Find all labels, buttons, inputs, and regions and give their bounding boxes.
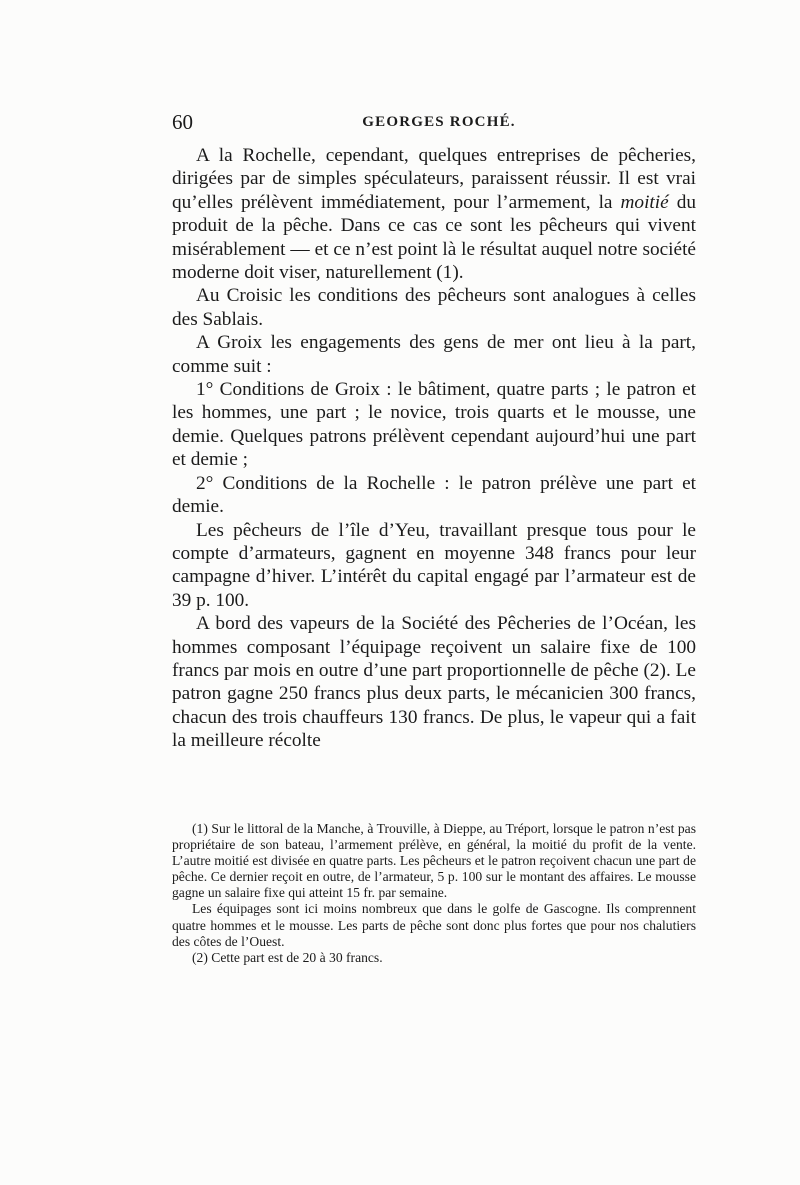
paragraph: A bord des vapeurs de la Société des Pêcheries de l’Océan, les hommes composant l’équipage reçoivent un salaire fixe de 100 francs par mois en outre d’une part proportionnelle de pêche (2). Le patron gagne 250 francs plus deux parts, le mécanicien 300 francs, chacun des trois chauffeurs 130 francs. De plus, le vapeur qui a fait la meilleure récolte <box>172 613 696 752</box>
paragraph: 2° Conditions de la Rochelle : le patron prélève une part et demie. <box>172 472 696 518</box>
footnote: (2) Cette part est de 20 à 30 francs. <box>192 949 383 965</box>
running-head: GEORGES ROCHÉ. <box>362 114 516 130</box>
paragraph: Au Croisic les conditions des pêcheurs sont analogues à celles des Sablais. <box>172 285 696 330</box>
footnotes <box>172 821 696 966</box>
footnote: (1) Sur le littoral de la Manche, à Trouville, à Dieppe, au Tréport, lorsque le patron n’est pas propriétaire de son bateau, l’armement prélève, en général, la moitié du profit de la vente. L’autre moitié est divisée en quatre parts. Les pêcheurs et le patron reçoivent chacun une part de pêche. Ce dernier reçoit en outre, de l’armateur, 5 p. 100 sur le montant des affaires. Le mousse gagne un salaire fixe qui atteint 15 fr. par semaine. <box>172 821 696 901</box>
page-number: 60 <box>172 110 193 134</box>
paragraph: A Groix les engagements des gens de mer ont lieu à la part, comme suit : <box>172 332 696 377</box>
paragraph: 1° Conditions de Groix : le bâtiment, quatre parts ; le patron et les hommes, une part ; le novice, trois quarts et le mousse, une demie. Quelques patrons prélèvent cependant aujourd’hui une part et demie ; <box>172 379 696 471</box>
paragraph: A la Rochelle, cependant, quelques entreprises de pêcheries, dirigées par de simples spéculateurs, paraissent réussir. Il est vrai qu’elles prélèvent immédiatement, pour l’armement, la moitié du produit de la pêche. Dans ce cas ce sont les pêcheurs qui vivent misérablement — et ce n’est point là le résultat auquel notre société moderne doit viser, naturellement (1). <box>172 145 696 284</box>
paragraph: Les pêcheurs de l’île d’Yeu, travaillant presque tous pour le compte d’armateurs, gagnent en moyenne 348 francs pour leur campagne d’hiver. L’intérêt du capital engagé par l’armateur est de 39 p. 100. <box>172 519 696 611</box>
body-text <box>172 144 696 753</box>
footnote: Les équipages sont ici moins nombreux que dans le golfe de Gascogne. Ils comprennent quatre hommes et le mousse. Les parts de pêche sont donc plus fortes que pour nos chalutiers des côtes de l’Ouest. <box>172 901 696 949</box>
page-header <box>172 110 696 136</box>
italic-word: moitié <box>620 191 669 213</box>
